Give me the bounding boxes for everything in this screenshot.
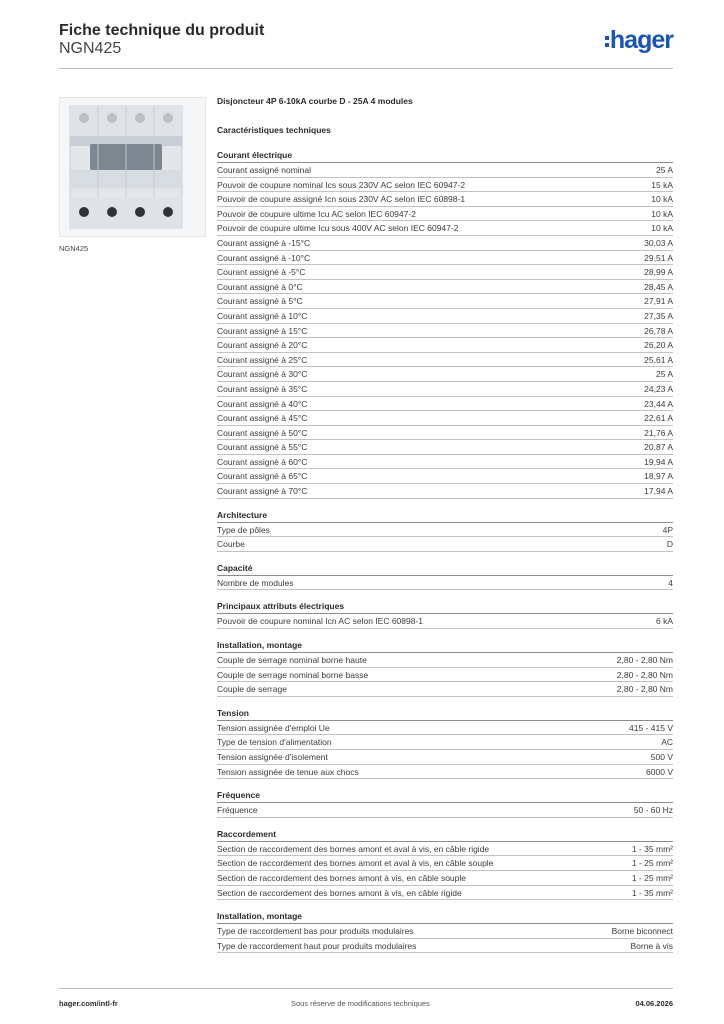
- spec-label: Courant assigné à 20°C: [217, 340, 308, 351]
- spec-value: 28,45 A: [644, 281, 673, 292]
- spec-row: [217, 265, 673, 280]
- page-header: [59, 22, 673, 69]
- spec-value: AC: [661, 737, 673, 748]
- logo-dots-icon: [605, 33, 609, 50]
- spec-value: 29,51 A: [644, 252, 673, 263]
- spec-row: [217, 397, 673, 412]
- spec-row: [217, 576, 673, 591]
- spec-row: [217, 221, 673, 236]
- spec-label: Pouvoir de coupure ultime Icu AC selon IEC 60947-2: [217, 208, 416, 219]
- spec-value: 25 A: [655, 369, 673, 380]
- spec-label: Pouvoir de coupure nominal Ics sous 230V AC selon IEC 60947-2: [217, 179, 466, 190]
- spec-label: Couple de serrage nominal borne haute: [217, 655, 367, 666]
- circuit-breaker-icon: [60, 98, 205, 236]
- spec-row: [217, 455, 673, 470]
- spec-label: Courant assigné à 40°C: [217, 398, 308, 409]
- spec-label: Fréquence: [217, 805, 258, 816]
- spec-label: Type de tension d'alimentation: [217, 737, 332, 748]
- section-title: Architecture: [217, 509, 673, 523]
- spec-label: Courant assigné à 10°C: [217, 310, 308, 321]
- spec-value: 26,20 A: [644, 340, 673, 351]
- spec-row: [217, 280, 673, 295]
- spec-label: Couple de serrage nominal borne basse: [217, 669, 369, 680]
- spec-row: [217, 856, 673, 871]
- spec-row: [217, 236, 673, 251]
- spec-value: 4P: [662, 524, 673, 535]
- spec-label: Tension assignée de tenue aux chocs: [217, 766, 359, 777]
- spec-value: Borne à vis: [630, 940, 673, 951]
- page-footer: [59, 988, 673, 1013]
- spec-label: Courant assigné à 35°C: [217, 383, 308, 394]
- spec-value: 21,76 A: [644, 427, 673, 438]
- spec-row: [217, 735, 673, 750]
- spec-label: Courant assigné à 0°C: [217, 281, 303, 292]
- spec-row: [217, 668, 673, 683]
- spec-label: Courant assigné à 25°C: [217, 354, 308, 365]
- spec-row: [217, 537, 673, 552]
- section-title: Fréquence: [217, 789, 673, 803]
- spec-label: Courant assigné à -10°C: [217, 252, 311, 263]
- spec-row: [217, 765, 673, 780]
- spec-value: 27,91 A: [644, 296, 673, 307]
- spec-row: [217, 469, 673, 484]
- spec-label: Tension assignée d'emploi Ue: [217, 722, 330, 733]
- spec-row: [217, 251, 673, 266]
- spec-row: [217, 440, 673, 455]
- spec-value: 10 kA: [651, 223, 673, 234]
- spec-label: Tension assignée d'isolement: [217, 752, 328, 762]
- spec-value: 50 - 60 Hz: [633, 805, 673, 816]
- spec-row: [217, 426, 673, 441]
- spec-value: D: [666, 539, 673, 550]
- spec-label: Section de raccordement des bornes amont et aval à vis, en câble souple: [217, 858, 494, 869]
- spec-value: 30,03 A: [644, 237, 673, 248]
- spec-label: Courant assigné à 70°C: [217, 486, 308, 497]
- spec-row: [217, 614, 673, 629]
- spec-label: Pouvoir de coupure nominal Icn AC selon IEC 60898-1: [217, 616, 424, 627]
- spec-value: 6000 V: [646, 766, 673, 777]
- spec-label: Courant assigné à 5°C: [217, 296, 303, 307]
- spec-value: 2,80 - 2,80 Nm: [616, 684, 673, 695]
- spec-value: 23,44 A: [644, 398, 673, 409]
- spec-row: [217, 367, 673, 382]
- spec-value: 1 - 25 mm²: [631, 872, 673, 883]
- spec-row: [217, 750, 673, 765]
- spec-label: Pouvoir de coupure ultime Icu sous 400V AC selon IEC 60947-2: [217, 223, 459, 234]
- spec-value: 22,61 A: [644, 413, 673, 424]
- spec-row: [217, 924, 673, 939]
- spec-label: Courbe: [217, 539, 245, 550]
- spec-value: 415 - 415 V: [629, 722, 673, 733]
- section-title: Raccordement: [217, 828, 673, 842]
- spec-row: [217, 309, 673, 324]
- spec-row: [217, 653, 673, 668]
- spec-row: [217, 382, 673, 397]
- spec-row: [217, 871, 673, 886]
- spec-value: 4: [668, 577, 673, 588]
- spec-label: Section de raccordement des bornes amont et aval à vis, en câble rigide: [217, 843, 490, 854]
- spec-row: [217, 163, 673, 178]
- spec-label: Type de raccordement haut pour produits modulaires: [217, 940, 417, 951]
- spec-row: [217, 324, 673, 339]
- spec-value: 2,80 - 2,80 Nm: [616, 655, 673, 666]
- spec-value: 6 kA: [655, 616, 673, 627]
- spec-value: 25 A: [655, 165, 673, 175]
- section-title: Principaux attributs électriques: [217, 600, 673, 614]
- spec-value: 24,23 A: [644, 383, 673, 394]
- spec-row: [217, 842, 673, 857]
- spec-label: Type de pôles: [217, 524, 270, 535]
- spec-label: Courant assigné à 45°C: [217, 413, 308, 424]
- spec-row: [217, 803, 673, 818]
- footer-website: hager.com/intl-fr: [59, 999, 118, 1008]
- spec-row: [217, 207, 673, 222]
- spec-row: [217, 353, 673, 368]
- spec-label: Couple de serrage: [217, 684, 287, 695]
- spec-value: 15 kA: [651, 179, 673, 190]
- hager-logo: [605, 26, 673, 55]
- spec-label: Section de raccordement des bornes amont à vis, en câble rigide: [217, 887, 462, 898]
- page-title: Fiche technique du produit: [59, 22, 265, 39]
- logo-text: hager: [609, 26, 673, 54]
- section-title: Courant électrique: [217, 149, 673, 163]
- spec-row: [217, 192, 673, 207]
- spec-row: [217, 939, 673, 954]
- section-title: Installation, montage: [217, 910, 673, 924]
- spec-label: Courant assigné à 55°C: [217, 442, 308, 453]
- product-code: NGN425: [59, 40, 122, 57]
- spec-value: 10 kA: [651, 194, 673, 205]
- spec-row: [217, 294, 673, 309]
- spec-value: 26,78 A: [644, 325, 673, 336]
- section-title: Tension: [217, 707, 673, 721]
- spec-label: Courant assigné à 60°C: [217, 456, 308, 467]
- section-title: Installation, montage: [217, 639, 673, 653]
- spec-row: [217, 682, 673, 697]
- spec-row: [217, 178, 673, 193]
- characteristics-title: Caractéristiques techniques: [217, 125, 331, 135]
- spec-label: Courant assigné à 30°C: [217, 369, 308, 380]
- footer-date: 04.06.2026: [635, 999, 673, 1008]
- spec-content: [217, 95, 673, 953]
- spec-label: Type de raccordement bas pour produits modulaires: [217, 926, 414, 937]
- spec-value: 17,94 A: [644, 486, 673, 497]
- spec-label: Section de raccordement des bornes amont à vis, en câble souple: [217, 872, 467, 883]
- spec-value: 28,99 A: [644, 267, 673, 278]
- spec-row: [217, 523, 673, 538]
- spec-value: 25,61 A: [644, 354, 673, 365]
- spec-label: Courant assigné à -15°C: [217, 237, 311, 248]
- spec-label: Courant assigné à 65°C: [217, 471, 308, 482]
- spec-sections: [217, 149, 673, 953]
- spec-label: Courant assigné à 50°C: [217, 427, 308, 438]
- spec-value: 1 - 25 mm²: [631, 858, 673, 869]
- footer-notice: Sous réserve de modifications techniques: [291, 999, 430, 1008]
- spec-value: 18,97 A: [644, 471, 673, 482]
- spec-value: Borne biconnect: [611, 926, 673, 937]
- spec-label: Courant assigné nominal: [217, 165, 312, 175]
- spec-value: 1 - 35 mm²: [631, 887, 673, 898]
- spec-label: Nombre de modules: [217, 577, 294, 588]
- spec-value: 20,87 A: [644, 442, 673, 453]
- spec-value: 10 kA: [651, 208, 673, 219]
- spec-label: Courant assigné à 15°C: [217, 325, 308, 336]
- spec-value: 27,35 A: [644, 310, 673, 321]
- spec-label: Pouvoir de coupure assigné Icn sous 230V AC selon IEC 60898-1: [217, 194, 466, 205]
- spec-value: 2,80 - 2,80 Nm: [616, 669, 673, 680]
- spec-value: 1 - 35 mm²: [631, 843, 673, 854]
- spec-row: [217, 411, 673, 426]
- section-title: Capacité: [217, 562, 673, 576]
- spec-row: [217, 721, 673, 736]
- spec-value: 19,94 A: [644, 456, 673, 467]
- spec-row: [217, 338, 673, 353]
- product-image: [59, 97, 206, 237]
- image-caption: NGN425: [59, 244, 89, 253]
- spec-row: [217, 886, 673, 901]
- spec-value: 500 V: [650, 752, 673, 762]
- spec-label: Courant assigné à -5°C: [217, 267, 306, 278]
- spec-row: [217, 484, 673, 499]
- product-title: Disjoncteur 4P 6-10kA courbe D - 25A 4 modules: [217, 96, 413, 106]
